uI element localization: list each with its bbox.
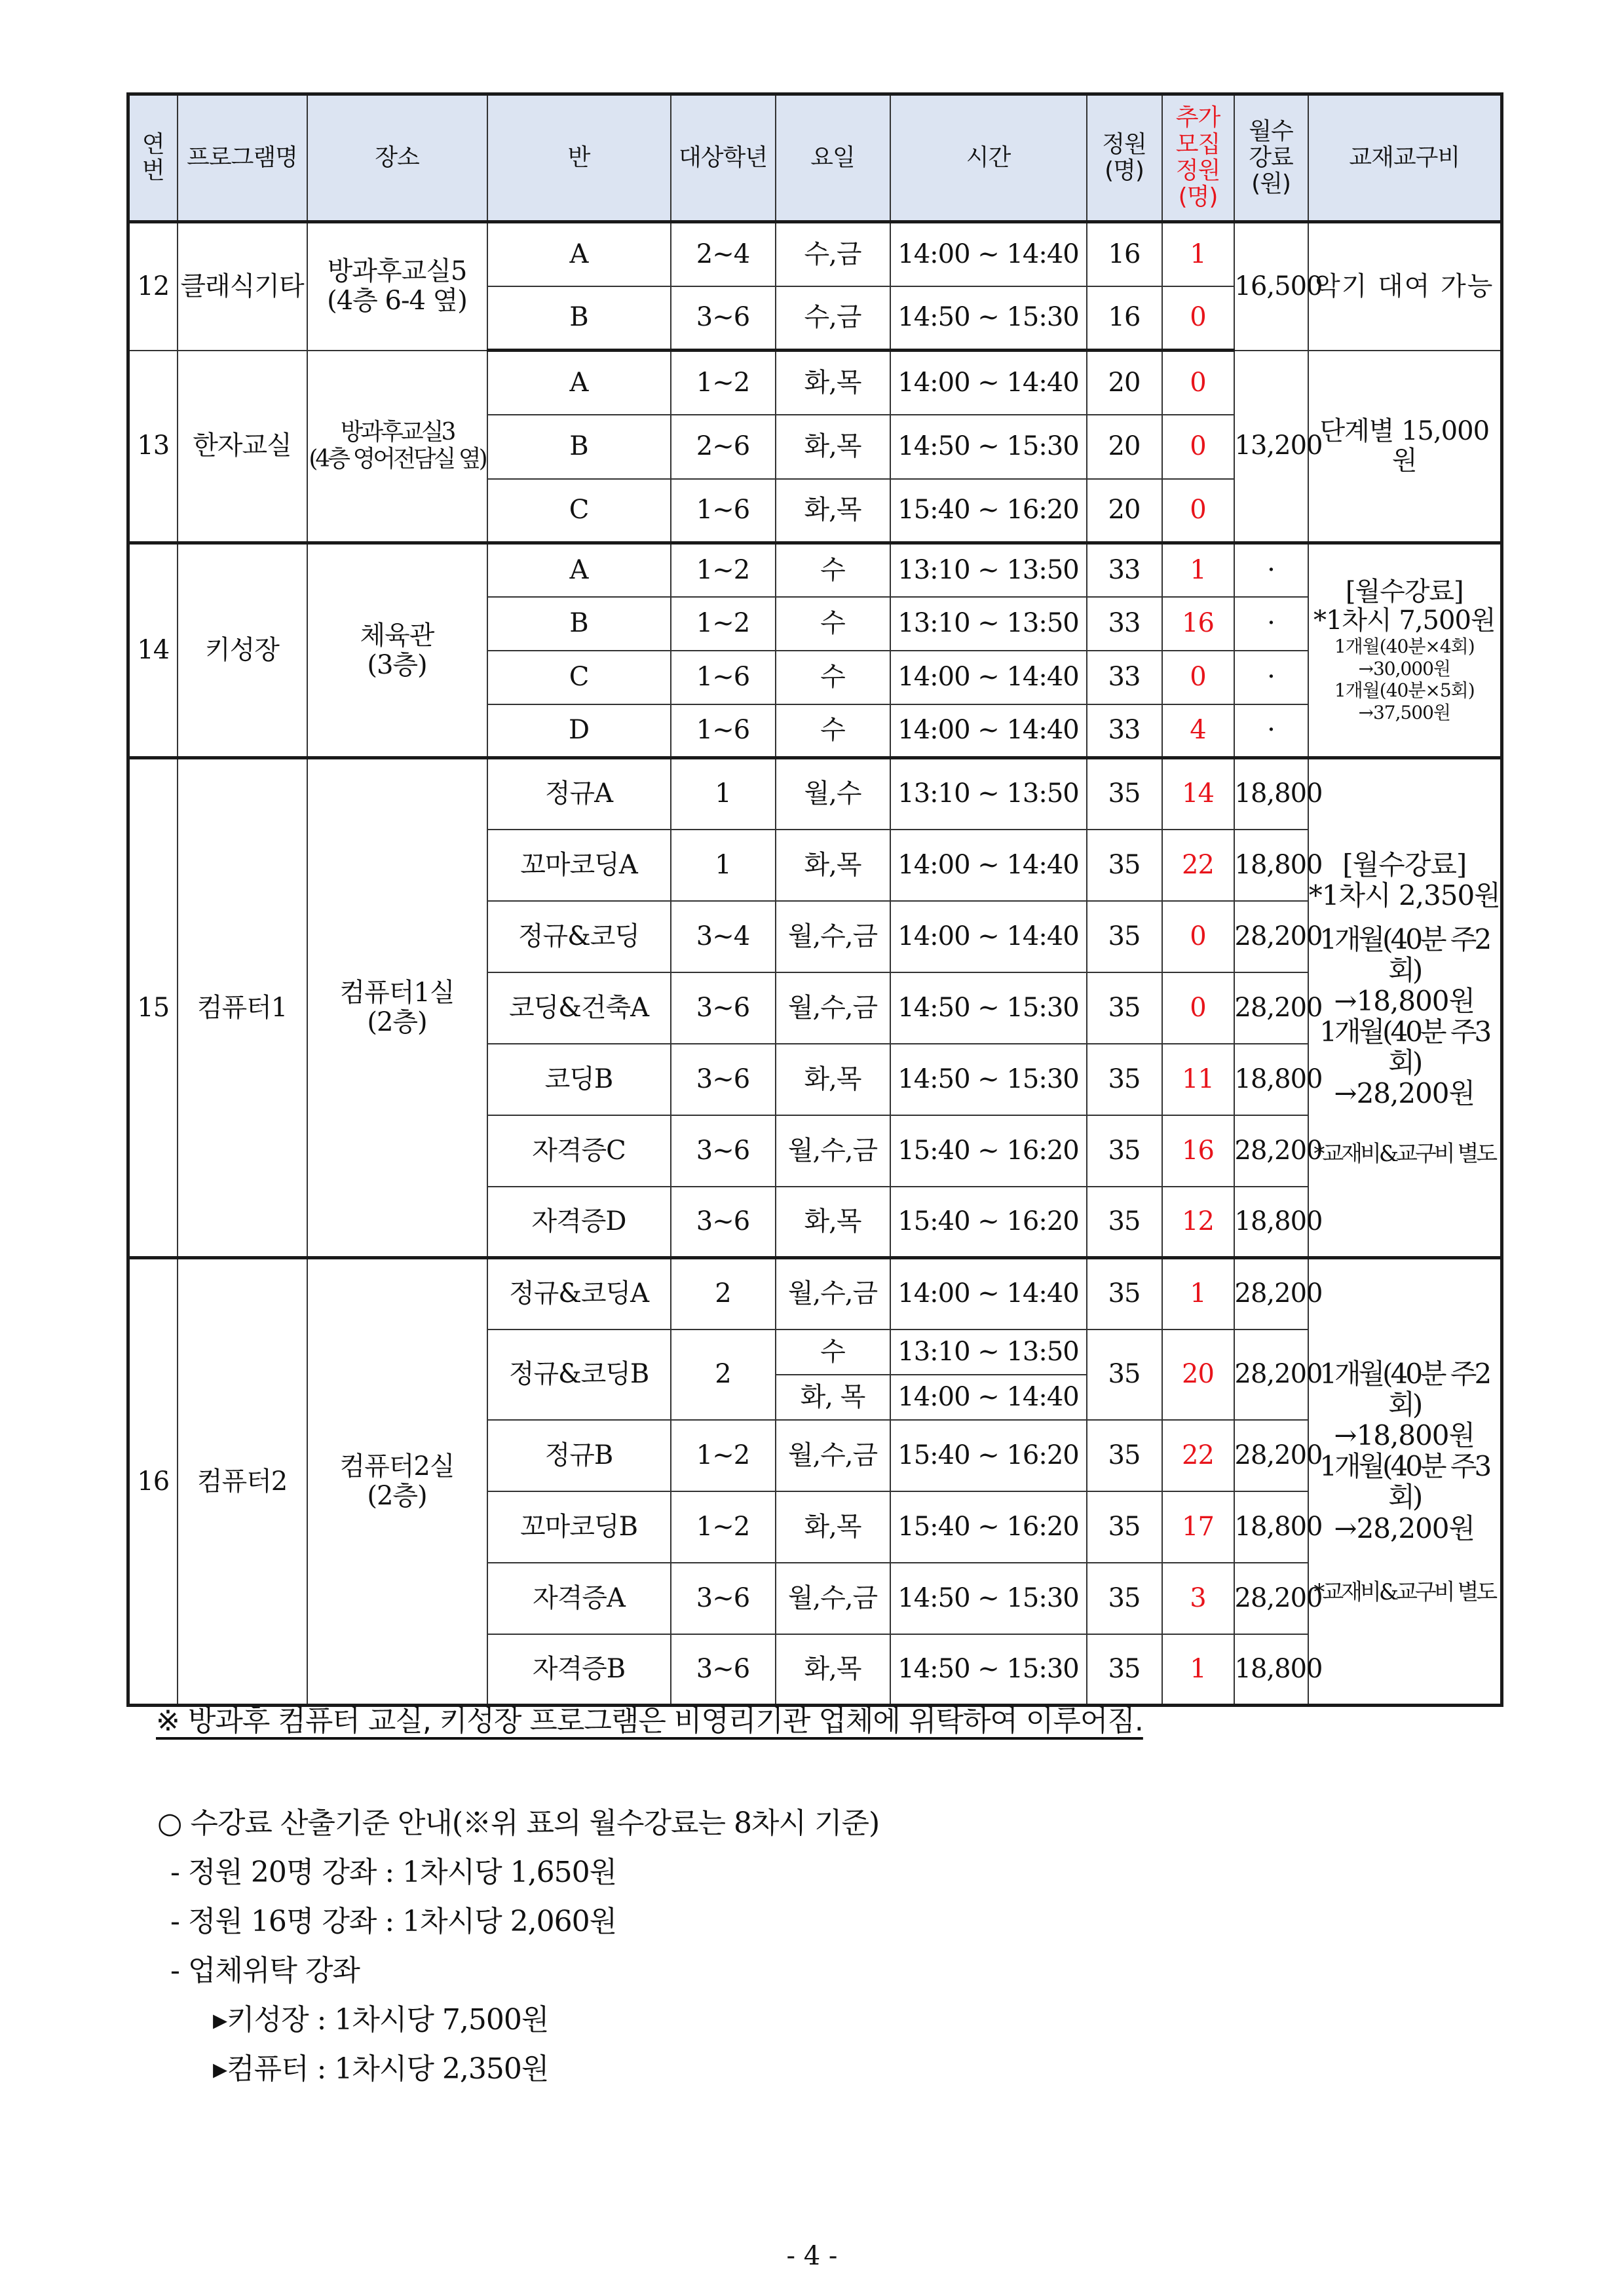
- day: 화,목: [776, 830, 890, 901]
- class-name: 꼬마코딩B: [487, 1491, 671, 1563]
- material-note: [1308, 758, 1502, 1258]
- grade: 1~2: [671, 1491, 776, 1563]
- extra: 22: [1162, 1420, 1234, 1491]
- day: 수,금: [776, 222, 890, 286]
- fee: ·: [1234, 597, 1308, 651]
- note-line: 1개월(40분 주2회): [1319, 1358, 1490, 1421]
- place: 체육관 (3층): [307, 543, 487, 758]
- place: 컴퓨터1실 (2층): [307, 758, 487, 1258]
- grade: 3~6: [671, 286, 776, 351]
- time: 14:00 ~ 14:40: [890, 651, 1087, 704]
- fee: 16,500: [1234, 222, 1308, 351]
- header-no: 연번: [128, 94, 178, 222]
- time: 13:10 ~ 13:50: [890, 758, 1087, 830]
- class-name: A: [487, 222, 671, 286]
- grade: 3~6: [671, 1634, 776, 1706]
- extra: 0: [1162, 286, 1234, 351]
- grade: 2: [671, 1258, 776, 1330]
- time: 14:50 ~ 15:30: [890, 415, 1087, 479]
- capacity: 33: [1087, 543, 1162, 597]
- time: 13:10 ~ 13:50: [890, 597, 1087, 651]
- day: 월,수,금: [776, 901, 890, 972]
- row-no: 15: [128, 758, 178, 1258]
- extra: 4: [1162, 704, 1234, 758]
- place: 방과후교실5 (4층 6-4 옆): [307, 222, 487, 351]
- outsourcing-notice: ※ 방과후 컴퓨터 교실, 키성장 프로그램은 비영리기관 업체에 위탁하여 이루어짐.: [156, 1704, 1143, 1738]
- extra: 0: [1162, 901, 1234, 972]
- table-row: [128, 351, 1502, 415]
- capacity: 33: [1087, 597, 1162, 651]
- header-fee: 월수 강료 (원): [1234, 94, 1308, 222]
- day: 화,목: [776, 1044, 890, 1115]
- note-line: *교재비&교구비 별도: [1313, 1578, 1496, 1605]
- capacity: 20: [1087, 351, 1162, 415]
- capacity: 16: [1087, 286, 1162, 351]
- grade: 3~6: [671, 1044, 776, 1115]
- time: 13:10 ~ 13:50: [890, 1330, 1087, 1375]
- time: 15:40 ~ 16:20: [890, 1187, 1087, 1258]
- fee-calculation-info: [157, 1799, 879, 2094]
- note-line: 1개월(40분×5회): [1334, 679, 1475, 702]
- extra: 1: [1162, 543, 1234, 597]
- time: 14:00 ~ 14:40: [890, 1258, 1087, 1330]
- extra: 11: [1162, 1044, 1234, 1115]
- header-day: 요일: [776, 94, 890, 222]
- capacity: 16: [1087, 222, 1162, 286]
- class-name: B: [487, 415, 671, 479]
- note-line: →18,800원: [1334, 984, 1475, 1017]
- capacity: 35: [1087, 830, 1162, 901]
- fee: ·: [1234, 704, 1308, 758]
- material: 단계별 15,000원: [1308, 351, 1502, 543]
- header-row: [128, 94, 1502, 222]
- capacity: 35: [1087, 758, 1162, 830]
- note-line: *1차시 2,350원: [1308, 879, 1500, 911]
- extra: 12: [1162, 1187, 1234, 1258]
- extra: 0: [1162, 351, 1234, 415]
- class-name: D: [487, 704, 671, 758]
- grade: 1: [671, 830, 776, 901]
- class-name: B: [487, 597, 671, 651]
- capacity: 33: [1087, 651, 1162, 704]
- header-class: 반: [487, 94, 671, 222]
- time: 14:00 ~ 14:40: [890, 901, 1087, 972]
- note-line: →30,000원: [1358, 657, 1450, 679]
- day: 월,수: [776, 758, 890, 830]
- time: 14:50 ~ 15:30: [890, 1044, 1087, 1115]
- day: 수: [776, 704, 890, 758]
- class-name: 코딩&건축A: [487, 972, 671, 1044]
- class-name: A: [487, 543, 671, 597]
- time: 13:10 ~ 13:50: [890, 543, 1087, 597]
- capacity: 35: [1087, 1563, 1162, 1634]
- grade: 1~2: [671, 351, 776, 415]
- grade: 3~4: [671, 901, 776, 972]
- day: 수,금: [776, 286, 890, 351]
- note-line: →37,500원: [1358, 701, 1450, 723]
- day: 월,수,금: [776, 1115, 890, 1187]
- info-title: ○ 수강료 산출기준 안내(※위 표의 월수강료는 8차시 기준): [157, 1807, 880, 1840]
- grade: 1: [671, 758, 776, 830]
- info-line: - 정원 16명 강좌 : 1차시당 2,060원: [170, 1905, 617, 1938]
- grade: 1~6: [671, 479, 776, 543]
- note-line: →18,800원: [1334, 1419, 1475, 1452]
- page-number: - 4 -: [786, 2241, 838, 2271]
- note-line: 1개월(40분 주2회): [1319, 923, 1490, 986]
- class-name: 정규A: [487, 758, 671, 830]
- time: 15:40 ~ 16:20: [890, 1491, 1087, 1563]
- time: 14:50 ~ 15:30: [890, 286, 1087, 351]
- capacity: 35: [1087, 901, 1162, 972]
- header-program: 프로그램명: [178, 94, 307, 222]
- time: 14:00 ~ 14:40: [890, 351, 1087, 415]
- extra: 17: [1162, 1491, 1234, 1563]
- capacity: 35: [1087, 972, 1162, 1044]
- fee: 18,800: [1234, 830, 1308, 901]
- day: 화, 목: [776, 1375, 890, 1420]
- time: 14:50 ~ 15:30: [890, 1563, 1087, 1634]
- day: 화,목: [776, 1187, 890, 1258]
- program-name: 한자교실: [178, 351, 307, 543]
- fee: 28,200: [1234, 1115, 1308, 1187]
- grade: 3~6: [671, 1115, 776, 1187]
- class-name: 정규&코딩: [487, 901, 671, 972]
- class-name: 정규&코딩B: [487, 1330, 671, 1420]
- extra: 0: [1162, 972, 1234, 1044]
- day: 화,목: [776, 351, 890, 415]
- grade: 2~6: [671, 415, 776, 479]
- note-line: 1개월(40분 주3회): [1319, 1015, 1490, 1079]
- grade: 3~6: [671, 1563, 776, 1634]
- info-line: - 업체위탁 강좌: [170, 1954, 360, 1987]
- program-name: 키성장: [178, 543, 307, 758]
- grade: 1~6: [671, 704, 776, 758]
- note-line: →28,200원: [1334, 1077, 1475, 1110]
- table-row: [128, 543, 1502, 597]
- capacity: 35: [1087, 1420, 1162, 1491]
- extra: 22: [1162, 830, 1234, 901]
- capacity: 35: [1087, 1115, 1162, 1187]
- grade: 2: [671, 1330, 776, 1420]
- extra: 16: [1162, 1115, 1234, 1187]
- class-name: 자격증A: [487, 1563, 671, 1634]
- grade: 1~2: [671, 1420, 776, 1491]
- fee: 28,200: [1234, 972, 1308, 1044]
- note-line: [월수강료]: [1345, 576, 1463, 607]
- class-name: A: [487, 351, 671, 415]
- class-name: C: [487, 479, 671, 543]
- info-line: ▸컴퓨터 : 1차시당 2,350원: [213, 2052, 549, 2086]
- capacity: 35: [1087, 1044, 1162, 1115]
- grade: 3~6: [671, 972, 776, 1044]
- fee: 18,800: [1234, 1044, 1308, 1115]
- capacity: 35: [1087, 1634, 1162, 1706]
- grade: 3~6: [671, 1187, 776, 1258]
- capacity: 20: [1087, 415, 1162, 479]
- row-no: 13: [128, 351, 178, 543]
- row-no: 14: [128, 543, 178, 758]
- time: 14:50 ~ 15:30: [890, 1634, 1087, 1706]
- day: 화,목: [776, 1634, 890, 1706]
- header-material: 교재교구비: [1308, 94, 1502, 222]
- info-line: ▸키성장 : 1차시당 7,500원: [213, 2003, 549, 2037]
- extra: 0: [1162, 415, 1234, 479]
- extra: 20: [1162, 1330, 1234, 1420]
- fee: 28,200: [1234, 901, 1308, 972]
- program-name: 클래식기타: [178, 222, 307, 351]
- class-name: 정규&코딩A: [487, 1258, 671, 1330]
- day: 월,수,금: [776, 1420, 890, 1491]
- note-line: *1차시 7,500원: [1313, 605, 1496, 636]
- place: 방과후교실3 (4층 영어전담실 옆): [307, 351, 487, 543]
- class-name: 자격증B: [487, 1634, 671, 1706]
- fee: 28,200: [1234, 1563, 1308, 1634]
- note-line: →28,200원: [1334, 1512, 1475, 1544]
- table-row: [128, 1258, 1502, 1330]
- header-extra: 추가 모집 정원 (명): [1162, 94, 1234, 222]
- capacity: 33: [1087, 704, 1162, 758]
- extra: 3: [1162, 1563, 1234, 1634]
- row-no: 16: [128, 1258, 178, 1706]
- fee: 28,200: [1234, 1330, 1308, 1420]
- class-name: 정규B: [487, 1420, 671, 1491]
- extra: 0: [1162, 479, 1234, 543]
- header-grade: 대상학년: [671, 94, 776, 222]
- grade: 2~4: [671, 222, 776, 286]
- day: 화,목: [776, 1491, 890, 1563]
- fee: 18,800: [1234, 1491, 1308, 1563]
- day: 수: [776, 1330, 890, 1375]
- extra: 1: [1162, 222, 1234, 286]
- extra: 1: [1162, 1258, 1234, 1330]
- header-time: 시간: [890, 94, 1087, 222]
- material-note: [1308, 543, 1502, 758]
- fee: ·: [1234, 543, 1308, 597]
- day: 수: [776, 597, 890, 651]
- note-line: [월수강료]: [1342, 848, 1467, 881]
- capacity: 35: [1087, 1187, 1162, 1258]
- row-no: 12: [128, 222, 178, 351]
- extra: 0: [1162, 651, 1234, 704]
- day: 화,목: [776, 415, 890, 479]
- fee: 28,200: [1234, 1258, 1308, 1330]
- fee: 18,800: [1234, 758, 1308, 830]
- note-line: 1개월(40분×4회): [1334, 636, 1475, 658]
- table-row: [128, 758, 1502, 830]
- fee: 18,800: [1234, 1187, 1308, 1258]
- fee: 28,200: [1234, 1420, 1308, 1491]
- grade: 1~2: [671, 597, 776, 651]
- fee: ·: [1234, 651, 1308, 704]
- program-schedule-table: [126, 92, 1503, 1707]
- grade: 1~6: [671, 651, 776, 704]
- capacity: 35: [1087, 1258, 1162, 1330]
- extra: 14: [1162, 758, 1234, 830]
- class-name: 자격증C: [487, 1115, 671, 1187]
- capacity: 20: [1087, 479, 1162, 543]
- grade: 1~2: [671, 543, 776, 597]
- material-note: [1308, 1258, 1502, 1706]
- time: 15:40 ~ 16:20: [890, 1420, 1087, 1491]
- class-name: C: [487, 651, 671, 704]
- extra: 16: [1162, 597, 1234, 651]
- note-line: *교재비&교구비 별도: [1313, 1141, 1496, 1168]
- time: 14:50 ~ 15:30: [890, 972, 1087, 1044]
- table-row: [128, 222, 1502, 286]
- day: 화,목: [776, 479, 890, 543]
- class-name: 꼬마코딩A: [487, 830, 671, 901]
- fee: 18,800: [1234, 1634, 1308, 1706]
- day: 월,수,금: [776, 972, 890, 1044]
- time: 15:40 ~ 16:20: [890, 1115, 1087, 1187]
- info-line: - 정원 20명 강좌 : 1차시당 1,650원: [170, 1856, 617, 1889]
- time: 14:00 ~ 14:40: [890, 830, 1087, 901]
- fee: 13,200: [1234, 351, 1308, 543]
- place: 컴퓨터2실 (2층): [307, 1258, 487, 1706]
- time: 14:00 ~ 14:40: [890, 222, 1087, 286]
- capacity: 35: [1087, 1491, 1162, 1563]
- class-name: 코딩B: [487, 1044, 671, 1115]
- material: 악기 대여 가능: [1308, 222, 1502, 351]
- day: 월,수,금: [776, 1563, 890, 1634]
- extra: 1: [1162, 1634, 1234, 1706]
- time: 14:00 ~ 14:40: [890, 1375, 1087, 1420]
- day: 수: [776, 543, 890, 597]
- note-line: 1개월(40분 주3회): [1319, 1450, 1490, 1514]
- capacity: 35: [1087, 1330, 1162, 1420]
- time: 14:00 ~ 14:40: [890, 704, 1087, 758]
- day: 수: [776, 651, 890, 704]
- day: 월,수,금: [776, 1258, 890, 1330]
- program-name: 컴퓨터1: [178, 758, 307, 1258]
- program-name: 컴퓨터2: [178, 1258, 307, 1706]
- class-name: B: [487, 286, 671, 351]
- header-capacity: 정원 (명): [1087, 94, 1162, 222]
- class-name: 자격증D: [487, 1187, 671, 1258]
- header-place: 장소: [307, 94, 487, 222]
- time: 15:40 ~ 16:20: [890, 479, 1087, 543]
